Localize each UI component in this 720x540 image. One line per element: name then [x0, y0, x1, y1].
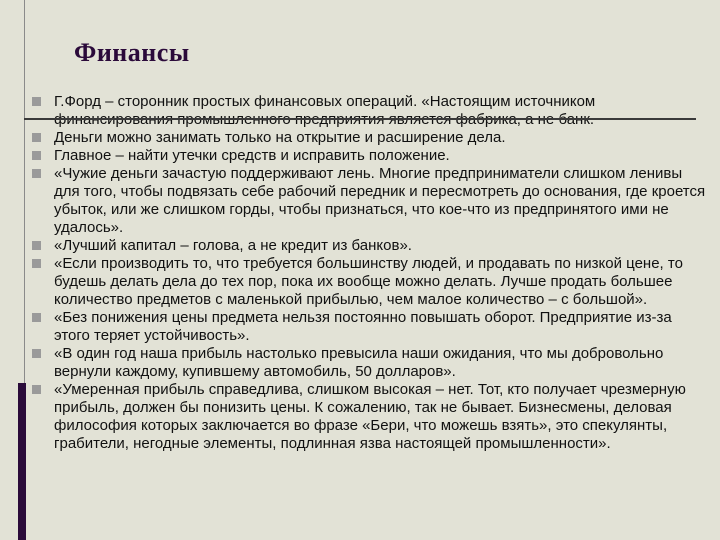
square-bullet-icon [32, 97, 41, 106]
list-item [30, 93, 710, 129]
list-item-text: Деньги можно занимать только на открытие и расширение дела. [54, 129, 506, 146]
list-item [30, 165, 710, 237]
list-item-text: «Без понижения цены предмета нельзя постоянно повышать оборот. Предприятие из-за этого теряет устойчивость». [54, 309, 672, 344]
list-item-text: Главное – найти утечки средств и исправить положение. [54, 147, 450, 164]
bullet-list [30, 93, 710, 453]
square-bullet-icon [32, 313, 41, 322]
list-item [30, 345, 710, 381]
title-underline-rule [24, 118, 696, 120]
square-bullet-icon [32, 151, 41, 160]
left-accent-bar [18, 383, 26, 540]
list-item [30, 147, 710, 165]
list-item-text: «Если производить то, что требуется большинству людей, и продавать по низкой цене, то будешь делать дела до тех пор, пока их вообще можно делать. Лучше продать большее количество предметов с маленькой прибылью, чем малое количество – с большой». [54, 255, 683, 308]
list-item [30, 309, 710, 345]
list-item-text: «Умеренная прибыль справедлива, слишком высокая – нет. Тот, кто получает чрезмерную прибыль, должен бы понизить цены. К сожалению, так не бывает. Бизнесмены, деловая философия которых заключается во фразе «Бери, что можешь взять», это спекулянты, грабители, негодные элементы, подлинная язва настоящей промышленности». [54, 381, 686, 452]
list-item-text: Г.Форд – сторонник простых финансовых операций. «Настоящим источником [54, 93, 596, 110]
list-item [30, 129, 710, 147]
slide-title: Финансы [74, 38, 190, 67]
square-bullet-icon [32, 349, 41, 358]
list-item [30, 237, 710, 255]
square-bullet-icon [32, 385, 41, 394]
list-item [30, 255, 710, 309]
square-bullet-icon [32, 133, 41, 142]
list-item-text: «Лучший капитал – голова, а не кредит из банков». [54, 237, 412, 254]
square-bullet-icon [32, 169, 41, 178]
square-bullet-icon [32, 241, 41, 250]
list-item-text: «Чужие деньги зачастую поддерживают лень. Многие предприниматели слишком ленивы для того, чтобы подвязать себе рабочий передник и пересмотреть до основания, где кроется убыток, или же слишком горды, чтобы признаться, что кое-что из предпринятого ими не удалось». [54, 165, 706, 236]
list-item [30, 381, 710, 453]
square-bullet-icon [32, 259, 41, 268]
list-item-text: «В один год наша прибыль настолько превысила наши ожидания, что мы добровольно вернули каждому, купившему автомобиль, 50 долларов». [54, 345, 664, 380]
